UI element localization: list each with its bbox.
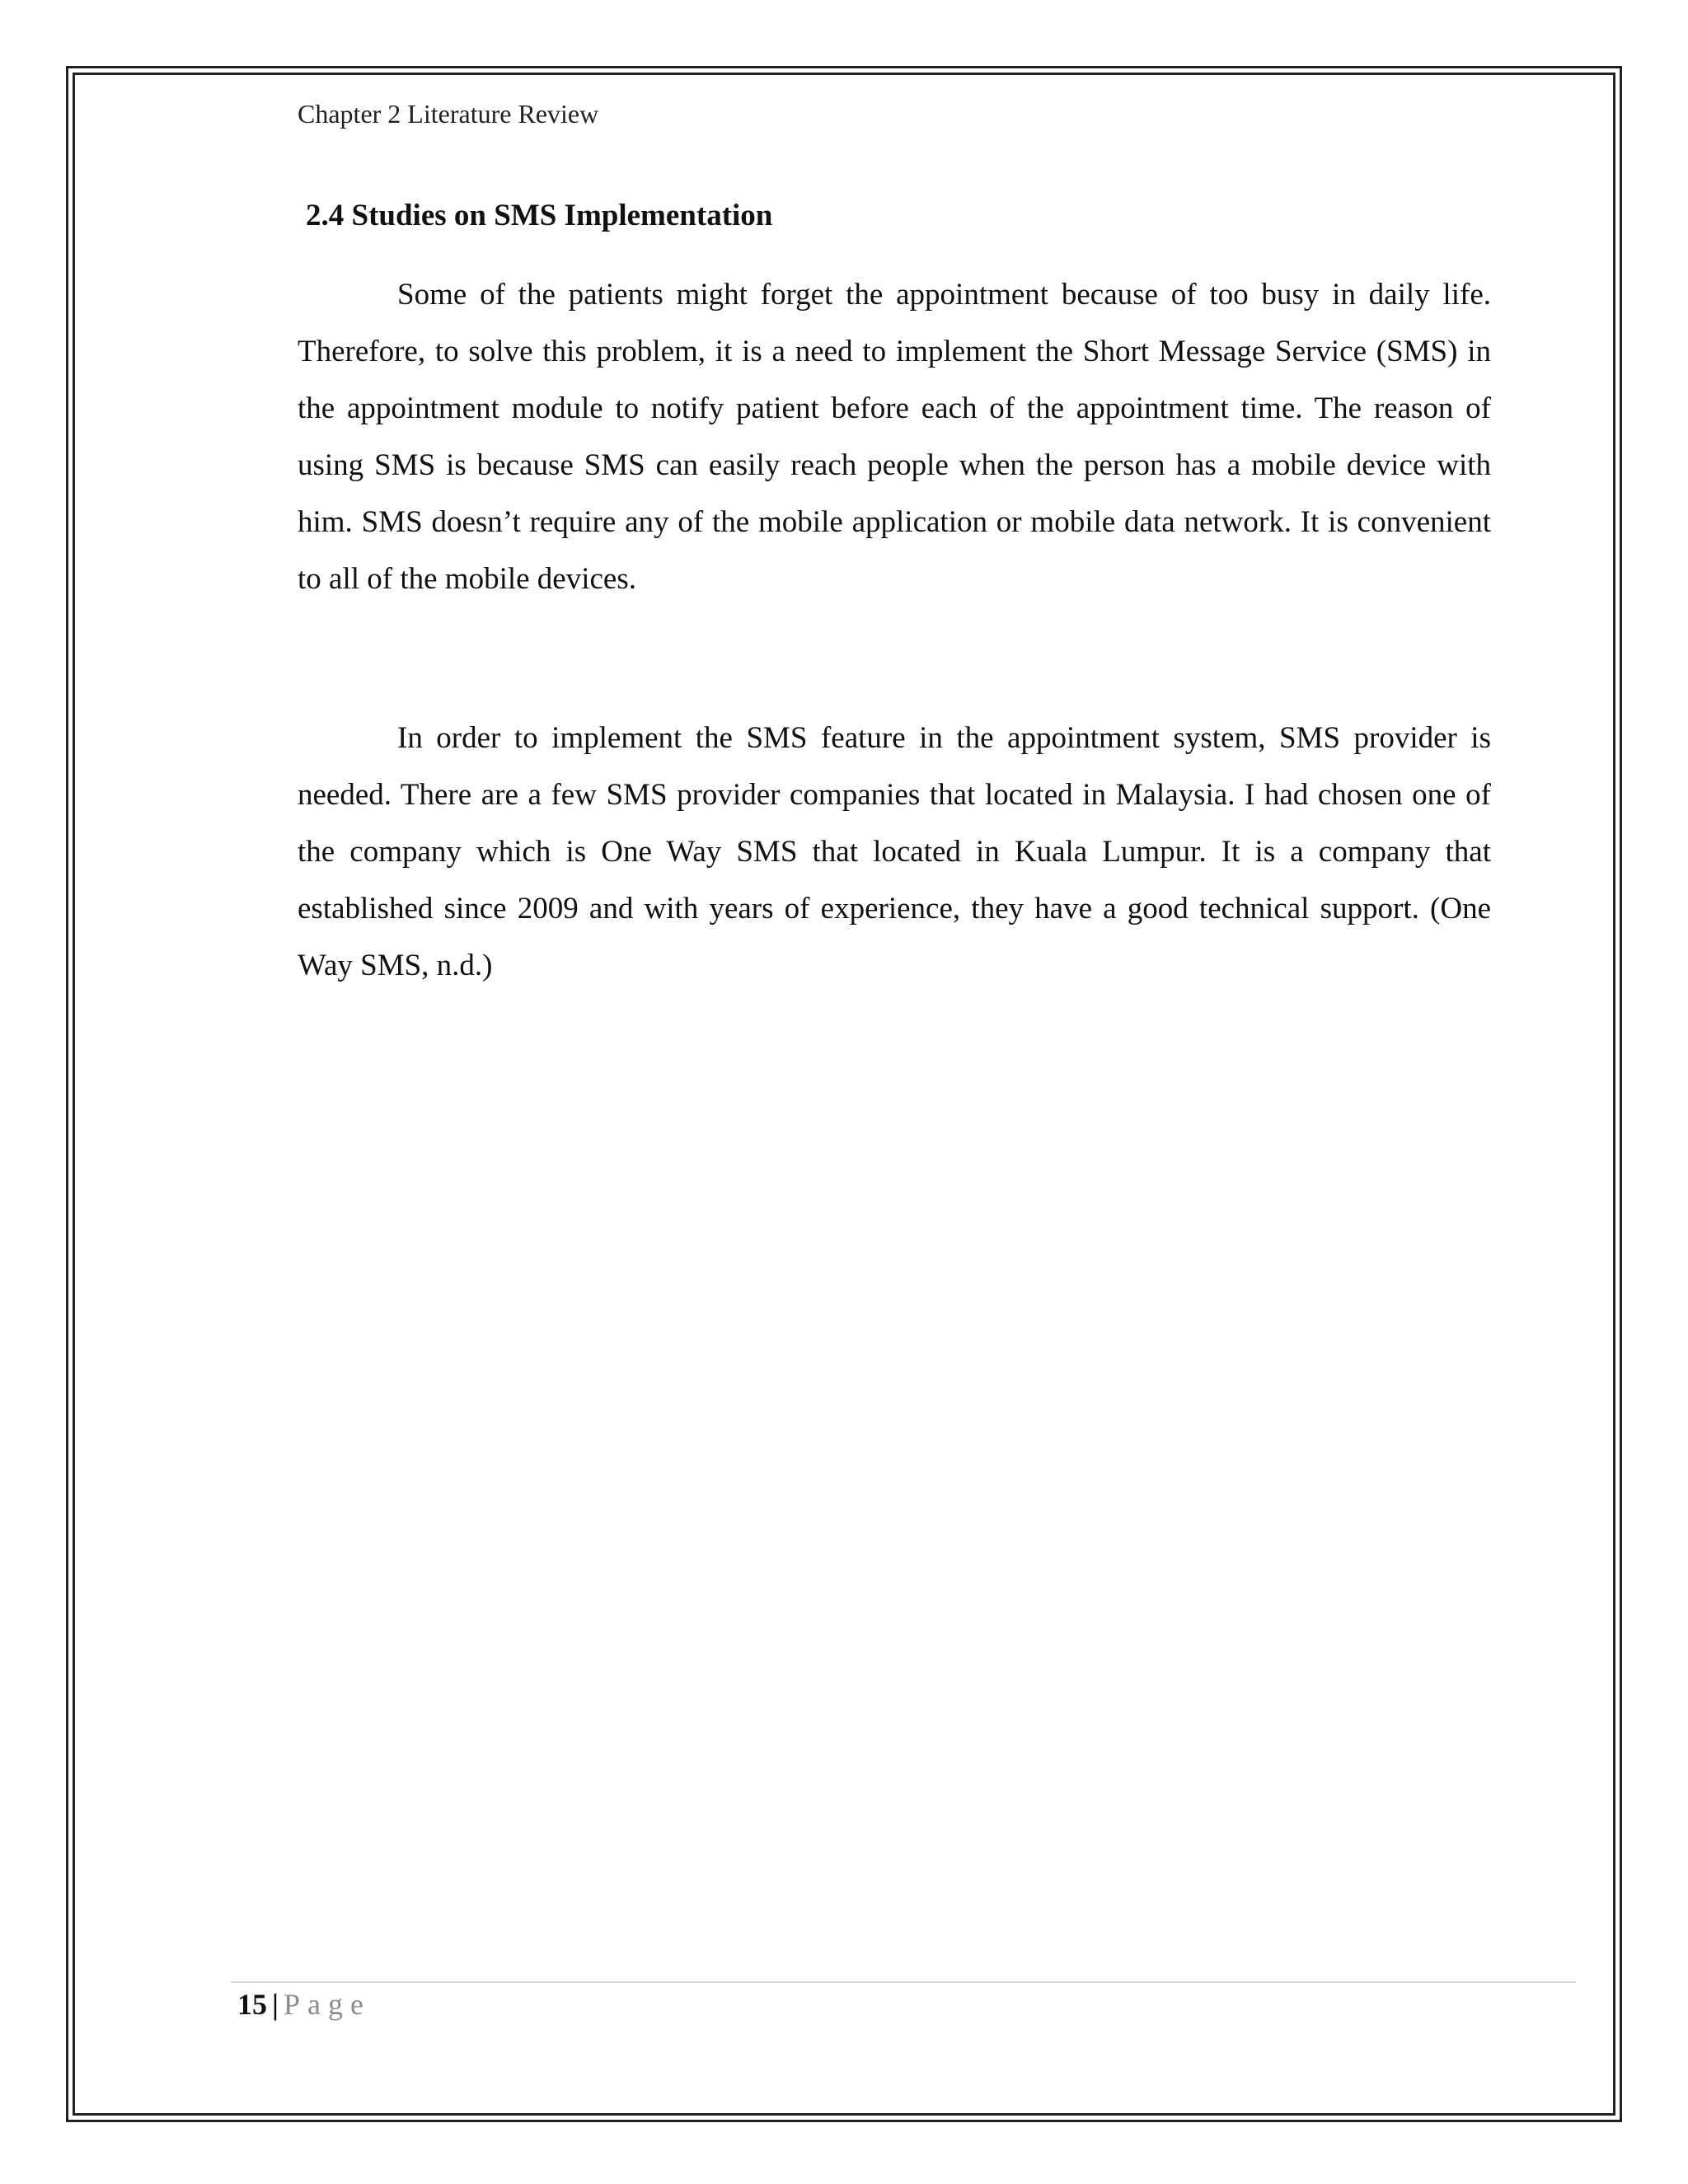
running-header: Chapter 2 Literature Review <box>298 99 599 129</box>
page-number-separator: | <box>272 1988 279 2021</box>
body-paragraph: In order to implement the SMS feature in the appointment system, SMS provider is needed. There are a few SMS provider companies that located in Malaysia. I had chosen one of the company which is One Way SMS that located in Kuala Lumpur. It is a company that established since 2009 and with years of experience, they have a good technical support. (One Way SMS, n.d.) <box>298 721 1491 982</box>
page-label: Page <box>283 1988 371 2021</box>
body-paragraph: Some of the patients might forget the appointment because of too busy in daily life. Therefore, to solve this problem, it is a need to implement the Short Message Service (SMS) in the appointment module to notify patient before each of the appointment time. The reason of using SMS is because SMS can easily reach people when the person has a mobile device with him. SMS doesn’t require any of the mobile application or mobile data network. It is convenient to all of the mobile devices. <box>298 278 1491 596</box>
footer-divider <box>231 1981 1576 1983</box>
page-number: 15 <box>237 1988 267 2021</box>
section-heading: 2.4 Studies on SMS Implementation <box>306 199 773 232</box>
page-footer <box>237 1986 371 2022</box>
